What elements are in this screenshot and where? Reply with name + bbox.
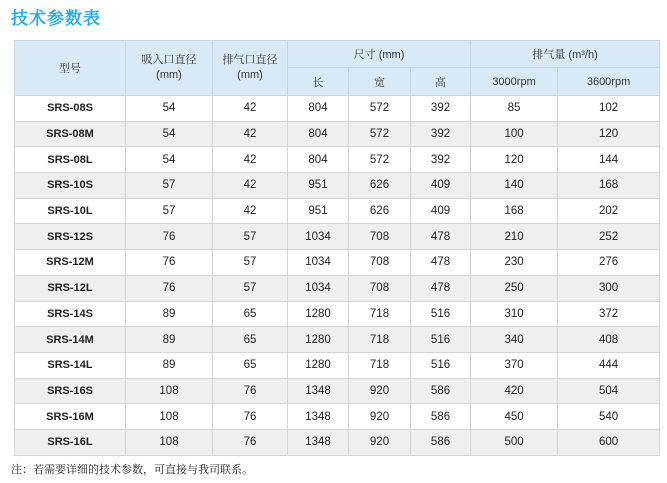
value-cell: 108: [126, 378, 213, 404]
table-row: [15, 121, 660, 147]
value-cell: 586: [411, 429, 471, 455]
value-cell: 42: [213, 147, 288, 173]
value-cell: 89: [126, 301, 213, 327]
value-cell: 120: [471, 147, 558, 173]
value-cell: 804: [288, 121, 349, 147]
header-exhaust-diameter: [213, 41, 288, 96]
model-cell: SRS-16L: [15, 429, 126, 455]
value-cell: 392: [411, 147, 471, 173]
value-cell: 1034: [288, 275, 349, 301]
table-row: [15, 275, 660, 301]
table-row: [15, 147, 660, 173]
value-cell: 951: [288, 173, 349, 199]
value-cell: 478: [411, 224, 471, 250]
value-cell: 276: [558, 250, 660, 276]
value-cell: 89: [126, 327, 213, 353]
header-length: 长: [288, 68, 349, 96]
model-cell: SRS-14L: [15, 352, 126, 378]
value-cell: 108: [126, 404, 213, 430]
value-cell: 65: [213, 352, 288, 378]
value-cell: 372: [558, 301, 660, 327]
value-cell: 57: [213, 224, 288, 250]
table-row: [15, 352, 660, 378]
value-cell: 409: [411, 198, 471, 224]
value-cell: 1348: [288, 404, 349, 430]
value-cell: 100: [471, 121, 558, 147]
value-cell: 1034: [288, 224, 349, 250]
value-cell: 478: [411, 275, 471, 301]
value-cell: 230: [471, 250, 558, 276]
value-cell: 504: [558, 378, 660, 404]
value-cell: 708: [349, 275, 411, 301]
value-cell: 252: [558, 224, 660, 250]
value-cell: 920: [349, 429, 411, 455]
value-cell: 76: [126, 250, 213, 276]
value-cell: 572: [349, 96, 411, 122]
model-cell: SRS-12M: [15, 250, 126, 276]
model-cell: SRS-08L: [15, 147, 126, 173]
value-cell: 168: [558, 173, 660, 199]
value-cell: 408: [558, 327, 660, 353]
header-exhaust-diameter-label: 排气口直径: [222, 54, 278, 67]
value-cell: 85: [471, 96, 558, 122]
value-cell: 65: [213, 327, 288, 353]
table-row: [15, 224, 660, 250]
value-cell: 478: [411, 250, 471, 276]
table-row: [15, 250, 660, 276]
header-model: 型号: [15, 41, 126, 96]
table-row: [15, 404, 660, 430]
value-cell: 540: [558, 404, 660, 430]
header-width: 宽: [349, 68, 411, 96]
value-cell: 76: [213, 429, 288, 455]
value-cell: 168: [471, 198, 558, 224]
value-cell: 600: [558, 429, 660, 455]
footnote: 注：若需要详细的技术参数，可直接与我司联系。: [11, 464, 253, 476]
spec-table-body: [15, 96, 660, 456]
value-cell: 1348: [288, 429, 349, 455]
table-row: [15, 327, 660, 353]
value-cell: 370: [471, 352, 558, 378]
value-cell: 500: [471, 429, 558, 455]
value-cell: 718: [349, 301, 411, 327]
header-suction-diameter: [126, 41, 213, 96]
value-cell: 42: [213, 121, 288, 147]
value-cell: 920: [349, 404, 411, 430]
value-cell: 102: [558, 96, 660, 122]
model-cell: SRS-08S: [15, 96, 126, 122]
value-cell: 310: [471, 301, 558, 327]
value-cell: 1034: [288, 250, 349, 276]
value-cell: 1348: [288, 378, 349, 404]
spec-table: [14, 40, 660, 456]
value-cell: 409: [411, 173, 471, 199]
value-cell: 42: [213, 96, 288, 122]
value-cell: 586: [411, 378, 471, 404]
value-cell: 300: [558, 275, 660, 301]
value-cell: 718: [349, 327, 411, 353]
value-cell: 1280: [288, 352, 349, 378]
value-cell: 392: [411, 121, 471, 147]
model-cell: SRS-14M: [15, 327, 126, 353]
value-cell: 450: [471, 404, 558, 430]
value-cell: 42: [213, 198, 288, 224]
header-row-groups: [15, 41, 660, 68]
value-cell: 144: [558, 147, 660, 173]
value-cell: 516: [411, 352, 471, 378]
value-cell: 1280: [288, 301, 349, 327]
value-cell: 57: [126, 173, 213, 199]
value-cell: 76: [213, 404, 288, 430]
value-cell: 76: [126, 275, 213, 301]
header-rpm-3000: 3000rpm: [471, 68, 558, 96]
model-cell: SRS-08M: [15, 121, 126, 147]
value-cell: 586: [411, 404, 471, 430]
value-cell: 202: [558, 198, 660, 224]
value-cell: 626: [349, 173, 411, 199]
value-cell: 54: [126, 121, 213, 147]
value-cell: 250: [471, 275, 558, 301]
value-cell: 340: [471, 327, 558, 353]
value-cell: 951: [288, 198, 349, 224]
header-rpm-3600: 3600rpm: [558, 68, 660, 96]
value-cell: 572: [349, 147, 411, 173]
table-row: [15, 429, 660, 455]
value-cell: 76: [126, 224, 213, 250]
header-dimensions-group: 尺寸 (mm): [288, 41, 471, 68]
value-cell: 89: [126, 352, 213, 378]
header-height: 高: [411, 68, 471, 96]
value-cell: 420: [471, 378, 558, 404]
model-cell: SRS-10L: [15, 198, 126, 224]
header-exhaust-diameter-unit: (mm): [237, 69, 263, 81]
header-suction-diameter-label: 吸入口直径: [141, 54, 197, 67]
value-cell: 108: [126, 429, 213, 455]
model-cell: SRS-10S: [15, 173, 126, 199]
value-cell: 42: [213, 173, 288, 199]
value-cell: 718: [349, 352, 411, 378]
header-suction-diameter-unit: (mm): [156, 69, 182, 81]
model-cell: SRS-16S: [15, 378, 126, 404]
model-cell: SRS-12S: [15, 224, 126, 250]
value-cell: 140: [471, 173, 558, 199]
model-cell: SRS-16M: [15, 404, 126, 430]
value-cell: 626: [349, 198, 411, 224]
value-cell: 57: [213, 250, 288, 276]
table-row: [15, 378, 660, 404]
table-row: [15, 96, 660, 122]
value-cell: 57: [126, 198, 213, 224]
value-cell: 57: [213, 275, 288, 301]
table-row: [15, 198, 660, 224]
model-cell: SRS-14S: [15, 301, 126, 327]
value-cell: 65: [213, 301, 288, 327]
value-cell: 120: [558, 121, 660, 147]
spec-table-header: [15, 41, 660, 96]
page-title: 技术参数表: [11, 9, 101, 28]
value-cell: 54: [126, 96, 213, 122]
model-cell: SRS-12L: [15, 275, 126, 301]
value-cell: 54: [126, 147, 213, 173]
value-cell: 708: [349, 224, 411, 250]
value-cell: 1280: [288, 327, 349, 353]
value-cell: 804: [288, 96, 349, 122]
value-cell: 708: [349, 250, 411, 276]
value-cell: 210: [471, 224, 558, 250]
value-cell: 516: [411, 327, 471, 353]
table-row: [15, 301, 660, 327]
value-cell: 572: [349, 121, 411, 147]
value-cell: 76: [213, 378, 288, 404]
value-cell: 920: [349, 378, 411, 404]
value-cell: 444: [558, 352, 660, 378]
header-displacement-group: 排气量 (m³/h): [471, 41, 660, 68]
value-cell: 804: [288, 147, 349, 173]
table-row: [15, 173, 660, 199]
value-cell: 516: [411, 301, 471, 327]
value-cell: 392: [411, 96, 471, 122]
